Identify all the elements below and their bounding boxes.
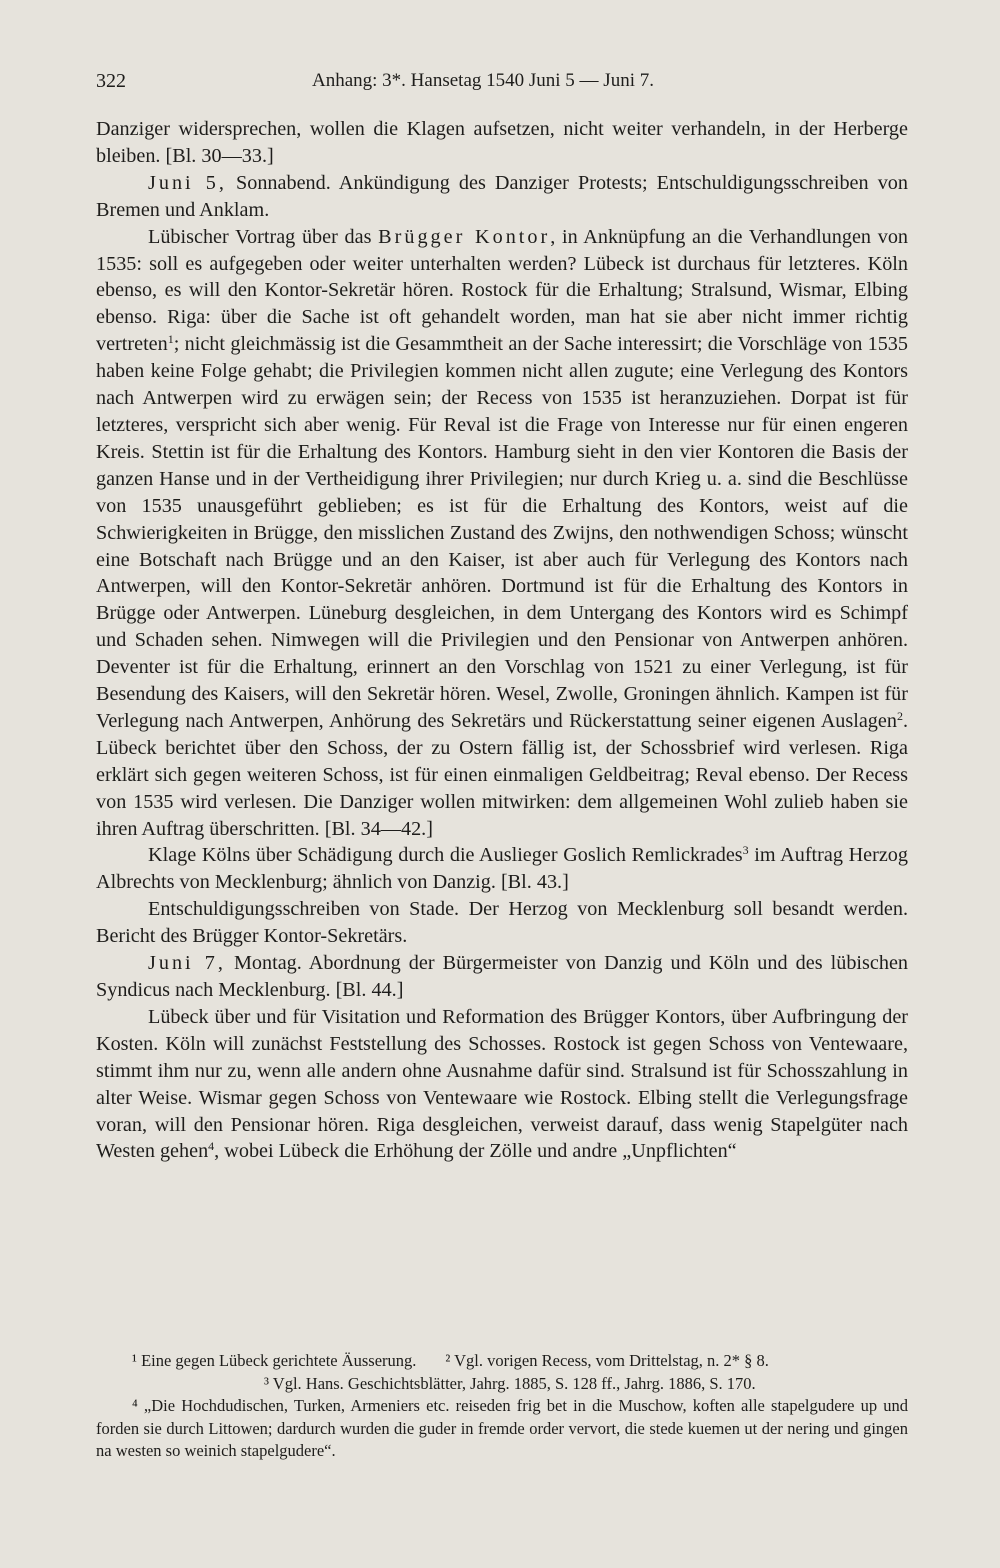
page-number: 322 xyxy=(96,70,126,92)
paragraph-2 xyxy=(96,170,908,224)
running-title: Anhang: 3*. Hansetag 1540 Juni 5 — Juni 7. xyxy=(312,70,654,91)
paragraph-5: Entschuldigungsschreiben von Stade. Der Herzog von Mecklenburg soll besandt werden. Bericht des Brügger Kontor-Sekretärs. xyxy=(96,898,908,948)
paragraph-7-text-a: Lübeck über und für Visitation und Reformation des Brügger Kontors, über Aufbringung der Kosten. Köln will zunächst Feststellung des Schosses. Rostock ist gegen Schoss von Ventewaare, stimmt ihm nur zu, wenn alle andern ohne Ausnahme dafür sind. Stralsund ist für Schosszahlung in alter Weise. Wismar gegen Schoss von Ventewaare wie Rostock. Elbing stellt die Verlegungsfrage voran, will den Pensionar hören. Riga desgleichen, verweist darauf, dass wenig Stapelgüter nach Westen gehen xyxy=(96,1005,908,1163)
footnote-2: ² Vgl. vorigen Recess, vom Drittelstag, n. 2* § 8. xyxy=(445,1351,769,1370)
footnote-1-2 xyxy=(96,1350,908,1373)
paragraph-4-text-a: Klage Kölns über Schädigung durch die Auslieger Goslich Remlickrades xyxy=(148,844,743,867)
paragraph-7 xyxy=(96,1004,908,1165)
paragraph-4 xyxy=(96,842,908,896)
footnotes xyxy=(96,1350,908,1463)
paragraph-3-text-d: . Lübeck berichtet über den Schoss, der zu Ostern fällig ist, der Schossbrief wird verlesen. Riga erklärt sich gegen weiteren Schoss, ist für einen einmaligen Geldbeitrag; Reval ebenso. Der Recess von 1535 wird verlesen. Die Danziger wollen mitwirken: dem allgemeinen Wohl zulieb haben sie ihren Auftrag überschritten. [Bl. 34—42.] xyxy=(96,709,908,840)
paragraph-2-text: Sonnabend. Ankündigung des Danziger Protests; Entschuldigungsschreiben von Bremen und Anklam. xyxy=(96,171,908,221)
paragraph-3-text-c: ; nicht gleichmässig ist die Gesammtheit an der Sache interessirt; die Vorschläge von 1535 haben keine Folge gehabt; die Privilegien kommen nicht allen zugute; eine Verlegung des Kontors nach Antwerpen wird zu erwägen sein; der Recess von 1535 ist heranzuziehen. Dorpat ist für letzteres, verspricht sich aber wenig. Für Reval ist die Frage von Interesse nur für einen engeren Kreis. Stettin ist für die Erhaltung des Kontors. Hamburg sieht in den vier Kontoren die Basis der ganzen Hanse und in der Vertheidigung ihrer Privilegien; nur durch Krieg u. a. sind die Beschlüsse von 1535 unausgeführt geblieben; es ist für die Erhaltung des Kontors, weist auf die Schwierigkeiten in Brügge, den misslichen Zustand des Zwijns, den nothwendigen Schoss; wünscht eine Botschaft nach Brügge und an den Kaiser, ist aber auch für Verlegung des Kontors nach Antwerpen, will den Kontor-Sekretär anhören. Dortmund ist für die Erhaltung des Kontors in Brügge oder Antwerpen. Lüneburg desgleichen, in dem Untergang des Kontors wird es Schimpf und Schaden sehen. Nimwegen will die Privilegien und den Pensionar von Antwerpen anhören. Deventer ist für die Erhaltung, erinnert an den Vorschlag von 1521 zu einer Verlegung, ist für Besendung des Kaisers, will den Sekretär hören. Wesel, Zwolle, Groningen ähnlich. Kampen ist für Verlegung nach Antwerpen, Anhörung des Sekretärs und Rückerstattung seiner eigenen Auslagen xyxy=(96,333,908,732)
main-text xyxy=(96,116,908,1165)
paragraph-4-text-b: im Auftrag Herzog Albrechts von Mecklenburg; ähnlich von Danzig. [Bl. 43.] xyxy=(96,844,908,894)
page-header xyxy=(96,70,904,100)
footnote-3: ³ Vgl. Hans. Geschichtsblätter, Jahrg. 1885, S. 128 ff., Jahrg. 1886, S. 170. xyxy=(264,1373,756,1393)
footnote-1: ¹ Eine gegen Lübeck gerichtete Äusserung. xyxy=(132,1351,417,1370)
footnote-ref-4[interactable]: 4 xyxy=(208,1139,215,1154)
date-juni-5: Juni 5, xyxy=(148,171,227,194)
paragraph-1: Danziger widersprechen, wollen die Klagen aufsetzen, nicht weiter verhandeln, in der Herberge bleiben. [Bl. 30—33.] xyxy=(96,118,908,167)
paragraph-3-text-b: , in Anknüpfung an die Verhandlungen von 1535: soll es aufgegeben oder weiter unterhalten werden? Lübeck ist durchaus für letzteres. Köln ebenso, es will den Kontor-Sekretär hören. Rostock für die Erhaltung; Stralsund, Wismar, Elbing ebenso. Riga: über die Sache ist oft gehandelt worden, man hat sie aber nicht immer richtig vertreten xyxy=(96,225,909,356)
paragraph-6-text: Montag. Abordnung der Bürgermeister von Danzig und Köln und des lübischen Syndicus nach Mecklenburg. [Bl. 44.] xyxy=(96,952,909,1001)
paragraph-3 xyxy=(96,224,908,843)
footnote-ref-2[interactable]: 2 xyxy=(896,708,903,723)
date-juni-7: Juni 7, xyxy=(148,952,226,975)
paragraph-7-text-b: , wobei Lübeck die Erhöhung der Zölle und andre „Unpflichten“ xyxy=(214,1140,737,1163)
footnote-ref-1[interactable]: 1 xyxy=(167,332,174,347)
footnote-4: ⁴ „Die Hochdudischen, Turken, Armeniers etc. reiseden frig bet in die Muschow, koften alle stapelgudere up und forden sie durch Littowen; dardurch wurden die guder in fremde order vervort, die stede kuemen ut der nering und gingen na westen so weinich stapelgudere“. xyxy=(96,1396,908,1460)
brugger-kontor-heading: Brügger Kontor xyxy=(378,225,551,248)
paragraph-3-text-a: Lübischer Vortrag über das xyxy=(148,225,379,248)
footnote-ref-3[interactable]: 3 xyxy=(742,843,749,858)
paragraph-6 xyxy=(96,950,908,1004)
